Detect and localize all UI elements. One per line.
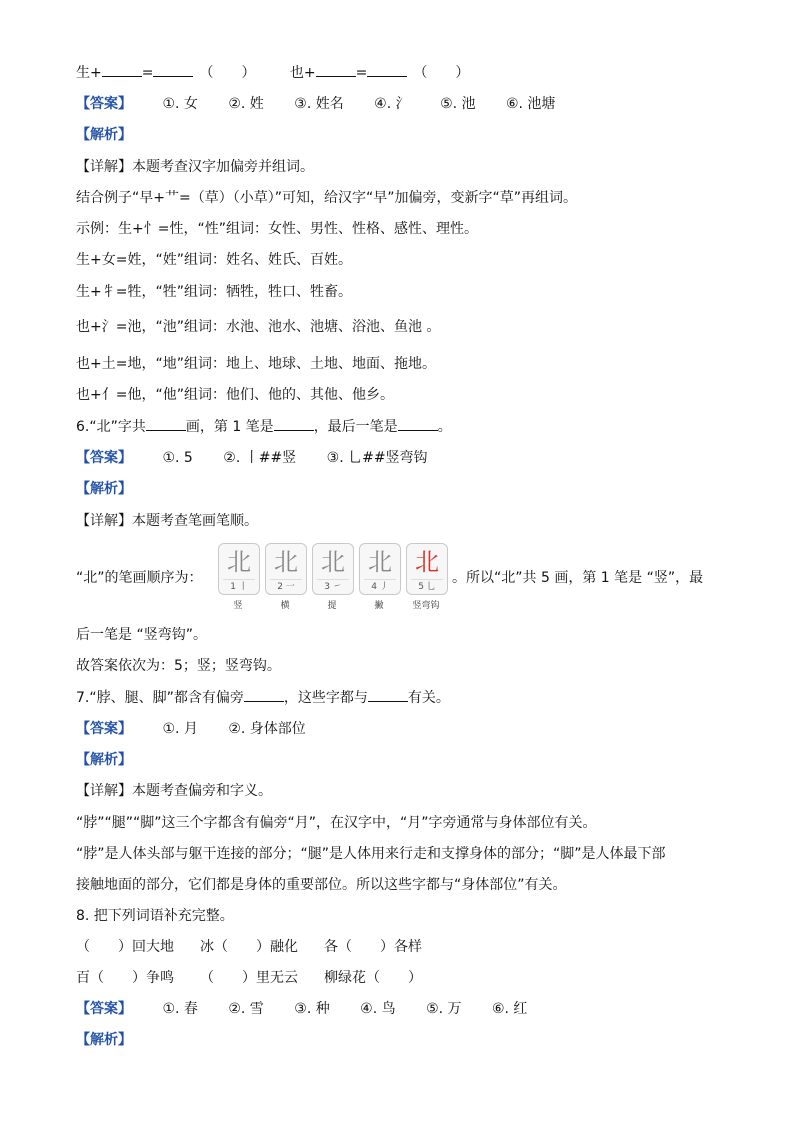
q7-text: 有关。	[407, 690, 450, 706]
q7-question	[76, 687, 450, 708]
stroke-name: 竖弯钩	[412, 601, 440, 611]
stroke-card	[359, 543, 401, 595]
q5-answer-row	[76, 94, 555, 114]
detail-line: 结合例子“早+艹=（草）（小草）”可知，给汉字“早”加偏旁，变新字“草”再组词。	[76, 190, 577, 206]
answer-item: ②. 丨##竖	[223, 450, 297, 466]
blank[interactable]	[367, 62, 407, 77]
stroke-name: 横	[280, 601, 290, 611]
blank[interactable]	[146, 416, 186, 431]
blank[interactable]	[153, 62, 193, 77]
answer-item: ③. 姓名	[294, 96, 344, 112]
blank[interactable]	[274, 416, 314, 431]
detail-line: 【详解】本题考查汉字加偏旁并组词。	[76, 159, 314, 175]
q5-paren-a: （ ）	[199, 65, 256, 81]
stroke-order-suffix: 。所以“北”共 5 画，第 1 笔是 “竖”，最	[452, 570, 704, 586]
question-number: 6.	[76, 419, 90, 435]
detail-line: 也+亻=他，“他”组词：他们、他的、其他、他乡。	[76, 387, 394, 403]
blank[interactable]	[244, 687, 284, 702]
answer-item: ⑥. 红	[491, 1001, 528, 1017]
answer-item: ④. 鸟	[360, 1001, 396, 1017]
stroke-card	[265, 543, 307, 595]
q5-line	[76, 62, 469, 83]
answer-item: ①. 月	[162, 721, 198, 737]
answer-tag: 【答案】	[76, 721, 132, 737]
stroke-glyph: 北	[274, 548, 298, 576]
stroke-card	[312, 543, 354, 595]
q6-text: 。	[437, 419, 452, 435]
detail-line: 也+氵=池，“池”组词：水池、池水、池塘、浴池、鱼池 。	[76, 319, 441, 335]
detail-line: 【详解】本题考查偏旁和字义。	[76, 783, 272, 799]
detail-line: 接触地面的部分，它们都是身体的重要部位。所以这些字都与“身体部位”有关。	[76, 877, 567, 893]
q8-question: 8. 把下列词语补充完整。	[76, 908, 234, 924]
q5-eq-a: =	[141, 65, 154, 81]
answer-item: ②. 姓	[228, 96, 264, 112]
stroke-order-figure	[218, 543, 448, 611]
answer-item: ②. 身体部位	[228, 721, 306, 737]
question-number: 7.	[76, 690, 90, 706]
q5-eq-b: =	[355, 65, 368, 81]
idiom-item: （ ）里无云	[200, 970, 298, 986]
idiom-item: （ ）回大地	[76, 939, 174, 955]
answer-tag: 【答案】	[76, 96, 132, 112]
stroke-number: 2 一	[277, 582, 295, 592]
q6-answer-row	[76, 448, 428, 468]
q7-answer-row	[76, 719, 306, 739]
q6-text: 画，第 1 笔是	[185, 419, 274, 435]
analysis-tag: 【解析】	[76, 1032, 132, 1048]
blank[interactable]	[316, 62, 356, 77]
detail-line: 生+女=姓，“姓”组词：姓名、姓氏、百姓。	[76, 252, 352, 268]
answer-item: ④. 氵	[374, 96, 410, 112]
q7-text: “脖、腿、脚”都含有偏旁	[89, 690, 244, 706]
stroke-name: 竖	[233, 601, 243, 611]
detail-line: 后一笔是 “竖弯钩”。	[76, 627, 207, 643]
detail-line: “脖”“腿”“脚”这三个字都含有偏旁“月”，在汉字中，“月”字旁通常与身体部位有关。	[76, 815, 597, 831]
q8-row-1	[76, 937, 422, 957]
analysis-tag: 【解析】	[76, 752, 132, 768]
answer-item: ③. 乚##竖弯钩	[326, 450, 428, 466]
detail-line: 示例：生+忄=性，“性”组词：女性、男性、性格、感性、理性。	[76, 221, 478, 237]
blank[interactable]	[102, 62, 142, 77]
q6-text: “北”字共	[89, 419, 146, 435]
q8-row-2	[76, 968, 422, 988]
q5-left-b: 也+	[289, 65, 316, 81]
detail-line: “脖”是人体头部与躯干连接的部分；“腿”是人体用来行走和支撑身体的部分；“脚”是人体最下部	[76, 846, 666, 862]
stroke-number: 4 丿	[371, 582, 389, 592]
answer-tag: 【答案】	[76, 1001, 132, 1017]
idiom-item: 柳绿花（ ）	[324, 970, 422, 986]
answer-item: ⑥. 池塘	[505, 96, 556, 112]
detail-line: 生+牜=牲，“牲”组词：牺牲，牲口、牲畜。	[76, 284, 352, 300]
answer-item: ②. 雪	[228, 1001, 264, 1017]
answer-item: ①. 女	[162, 96, 198, 112]
stroke-card	[406, 543, 448, 595]
stroke-number: 1 丨	[230, 582, 248, 592]
q6-text: ，最后一笔是	[313, 419, 398, 435]
answer-tag: 【答案】	[76, 450, 132, 466]
blank[interactable]	[398, 416, 438, 431]
blank[interactable]	[368, 687, 408, 702]
answer-item: ①. 春	[162, 1001, 198, 1017]
stroke-glyph: 北	[415, 548, 439, 576]
q7-text: ，这些字都与	[283, 690, 368, 706]
idiom-item: 各（ ）各样	[324, 939, 422, 955]
stroke-card	[218, 543, 260, 595]
detail-line: 也+土=地，“地”组词：地上、地球、土地、地面、拖地。	[76, 356, 436, 372]
answer-item: ①. 5	[162, 450, 193, 466]
answer-item: ⑤. 万	[426, 1001, 462, 1017]
stroke-number: 5 乚	[418, 582, 436, 592]
q5-left-a: 生+	[76, 65, 102, 81]
answer-item: ③. 种	[294, 1001, 330, 1017]
analysis-tag: 【解析】	[76, 481, 132, 497]
stroke-number: 3 ㇀	[324, 582, 342, 592]
detail-line: 【详解】本题考查笔画笔顺。	[76, 513, 258, 529]
idiom-item: 百（ ）争鸣	[76, 970, 174, 986]
q6-question	[76, 416, 452, 437]
stroke-glyph: 北	[368, 548, 392, 576]
stroke-order-prefix: “北”的笔画顺序为：	[76, 570, 203, 586]
q5-paren-b: （ ）	[413, 65, 470, 81]
answer-item: ⑤. 池	[440, 96, 476, 112]
idiom-item: 冰（ ）融化	[200, 939, 298, 955]
stroke-name: 提	[327, 601, 337, 611]
q8-answer-row	[76, 999, 527, 1019]
stroke-glyph: 北	[227, 548, 251, 576]
analysis-tag: 【解析】	[76, 127, 132, 143]
stroke-name: 撇	[374, 601, 384, 611]
stroke-glyph: 北	[321, 548, 345, 576]
conclusion-line: 故答案依次为：5；竖；竖弯钩。	[76, 658, 281, 674]
